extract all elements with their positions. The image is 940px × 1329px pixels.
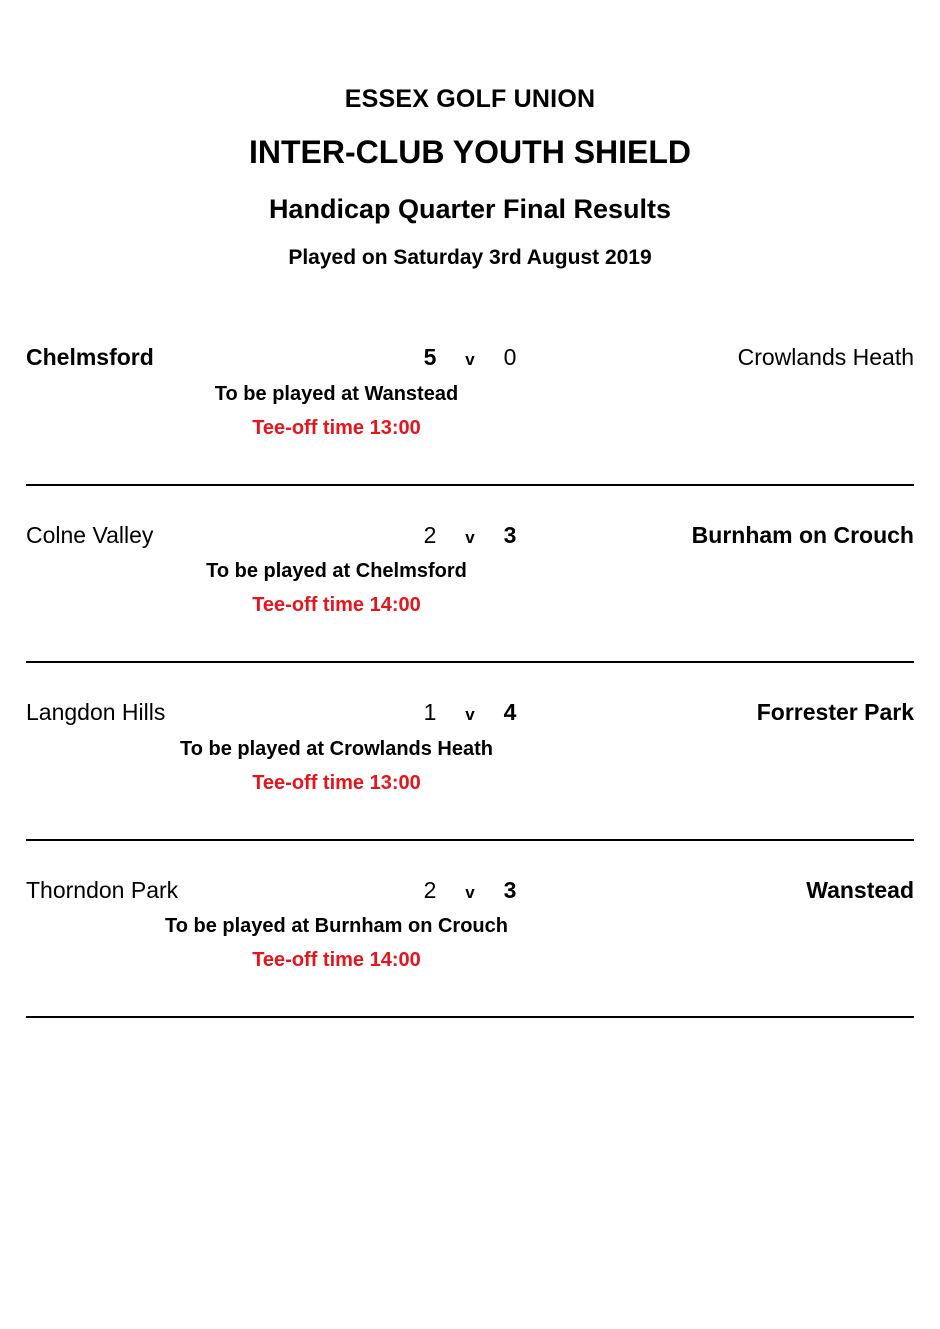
match-row xyxy=(26,877,914,973)
spacer xyxy=(26,486,914,522)
match-row xyxy=(26,344,914,440)
home-team-score: 5 xyxy=(423,343,437,370)
away-team-score: 4 xyxy=(503,699,517,726)
away-team-score: 3 xyxy=(503,876,517,903)
home-team-name: Langdon Hills xyxy=(26,699,166,726)
score-block xyxy=(396,522,544,550)
match-venue: To be played at Crowlands Heath xyxy=(179,737,494,760)
match-venue: To be played at Burnham on Crouch xyxy=(165,915,508,938)
versus-label: v xyxy=(465,705,475,725)
match-tee-off-time: Tee-off time 14:00 xyxy=(252,949,421,972)
organisation-name: ESSEX GOLF UNION xyxy=(344,85,596,113)
versus-label: v xyxy=(465,349,475,369)
spacer xyxy=(26,972,914,1016)
away-team-score: 0 xyxy=(503,343,517,370)
home-team-name: Colne Valley xyxy=(26,521,154,548)
spacer xyxy=(26,841,914,877)
spacer xyxy=(26,795,914,839)
document-subtitle: Handicap Quarter Final Results xyxy=(268,194,672,225)
match-results-list xyxy=(26,344,914,1018)
away-team-name: Forrester Park xyxy=(756,699,914,726)
match-row xyxy=(26,699,914,795)
spacer xyxy=(26,663,914,699)
away-team-name: Burnham on Crouch xyxy=(691,521,914,548)
home-team-score: 2 xyxy=(423,876,437,903)
away-team-name: Wanstead xyxy=(806,876,914,903)
home-team-score: 2 xyxy=(423,521,437,548)
match-venue: To be played at Chelmsford xyxy=(206,560,467,583)
versus-label: v xyxy=(465,882,475,902)
score-block xyxy=(396,877,544,905)
score-block xyxy=(396,344,544,372)
home-team-name: Chelmsford xyxy=(26,343,154,370)
match-tee-off-time: Tee-off time 13:00 xyxy=(252,771,421,794)
versus-label: v xyxy=(465,527,475,547)
score-block xyxy=(396,699,544,727)
match-tee-off-time: Tee-off time 13:00 xyxy=(252,416,421,439)
played-on-date: Played on Saturday 3rd August 2019 xyxy=(288,245,652,269)
away-team-name: Crowlands Heath xyxy=(737,343,914,370)
match-venue: To be played at Wanstead xyxy=(214,382,459,405)
page-title: INTER-CLUB YOUTH SHIELD xyxy=(248,134,692,170)
home-team-score: 1 xyxy=(423,699,437,726)
spacer xyxy=(26,617,914,661)
away-team-score: 3 xyxy=(503,521,517,548)
document-header xyxy=(26,0,914,270)
match-tee-off-time: Tee-off time 14:00 xyxy=(252,594,421,617)
spacer xyxy=(26,440,914,484)
match-row xyxy=(26,522,914,618)
section-divider xyxy=(26,1016,914,1018)
home-team-name: Thorndon Park xyxy=(26,876,179,903)
